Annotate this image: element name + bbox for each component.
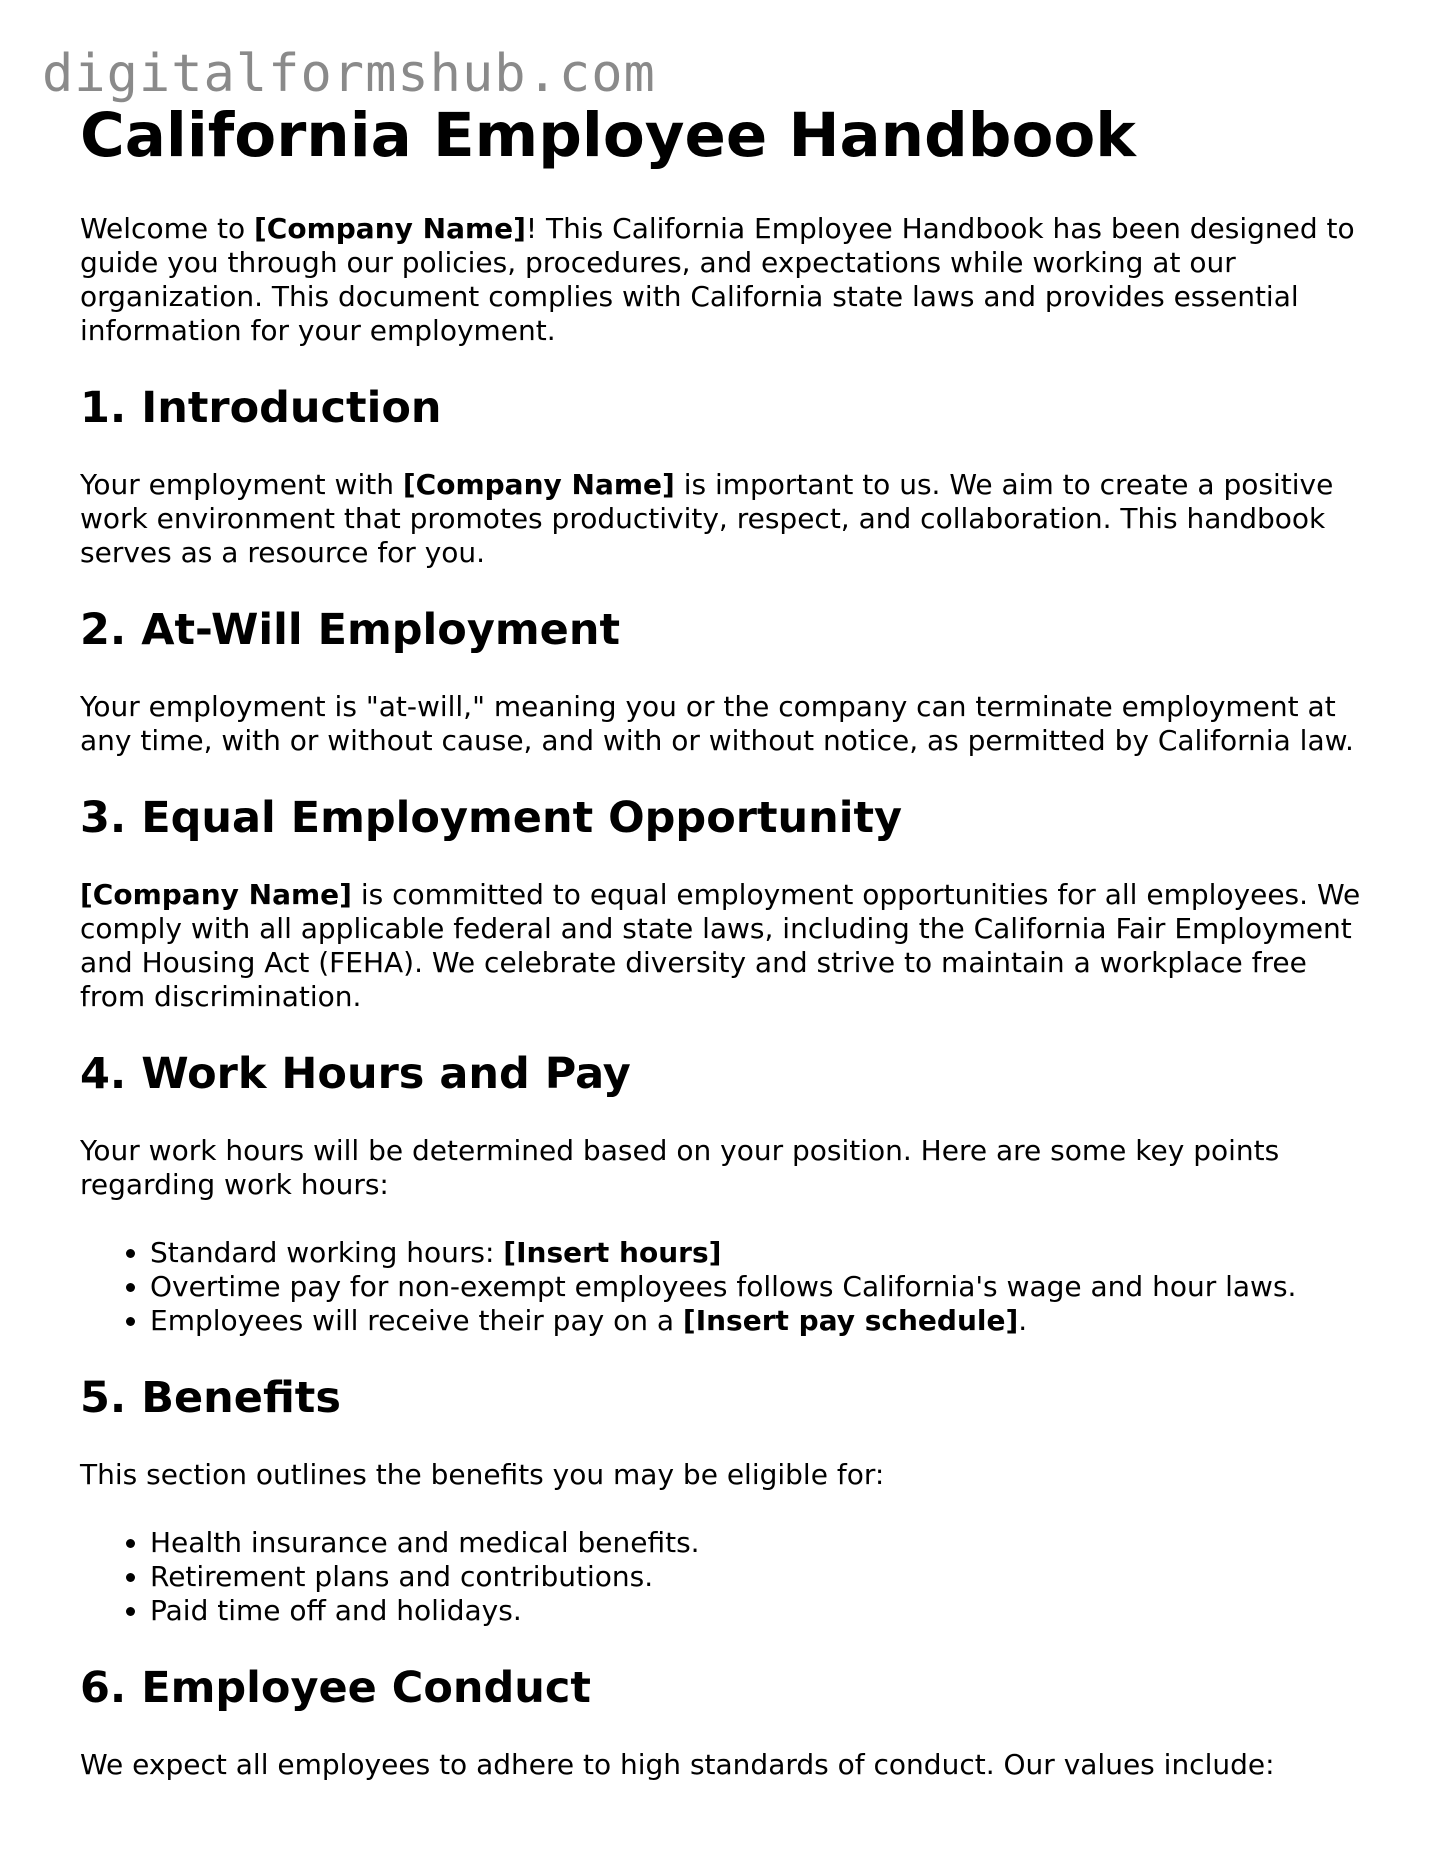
eeo-paragraph [80,878,1380,1014]
intro-text-start: Welcome to [80,212,254,245]
section-heading-conduct: 6. Employee Conduct [80,1663,591,1713]
introduction-text-start: Your employment with [80,468,403,501]
list-item [150,1304,1380,1338]
section-heading-at-will: 2. At-Will Employment [80,605,620,655]
at-will-paragraph: Your employment is "at-will," meaning you or the company can terminate employment at any time, with or without cause, and with or without notice, as permitted by California law. [80,690,1354,757]
list-item: • Health insurance and medical benefits. [150,1526,1380,1560]
list-item-text: Employees will receive their pay on a [150,1304,683,1337]
work-hours-list [80,1236,1380,1338]
pay-schedule-placeholder: [Insert pay schedule] [682,1304,1019,1337]
section-heading-work-hours: 4. Work Hours and Pay [80,1049,631,1099]
hours-placeholder: [Insert hours] [503,1236,722,1269]
list-item: • Paid time off and holidays. [150,1594,1380,1628]
list-item: • Overtime pay for non-exempt employees follows California's wage and hour laws. [150,1270,1380,1304]
intro-paragraph [80,212,1380,348]
document [80,100,1380,1816]
company-name-placeholder: [Company Name] [402,468,675,501]
company-name-placeholder: [Company Name] [80,878,352,911]
section-heading-introduction: 1. Introduction [80,383,442,433]
introduction-paragraph [80,468,1380,570]
list-item-text-end: . [1018,1304,1028,1337]
work-hours-paragraph: Your work hours will be determined based on your position. Here are some key points regarding work hours: [80,1134,1280,1201]
intro-text-end: ! This California Employee Handbook has been designed to guide you through our policies, procedures, and expectations while working at our organization. This document complies with California state laws and provides essential information for your employment. [80,212,1355,347]
benefits-list [80,1526,1380,1628]
list-item: • Retirement plans and contributions. [150,1560,1380,1594]
company-name-placeholder: [Company Name] [254,212,526,245]
section-heading-eeo: 3. Equal Employment Opportunity [80,793,903,843]
benefits-paragraph: This section outlines the benefits you may be eligible for: [80,1458,885,1491]
page-title: California Employee Handbook [80,100,1136,171]
list-item [150,1236,1380,1270]
introduction-text-end: is important to us. We aim to create a positive work environment that promotes productivity, respect, and collaboration. This handbook serves as a resource for you. [80,468,1334,569]
conduct-paragraph: We expect all employees to adhere to high standards of conduct. Our values include: [80,1748,1275,1781]
section-heading-benefits: 5. Benefits [80,1373,341,1423]
list-item-text: Standard working hours: [150,1236,504,1269]
watermark: digitalformshub.com [42,44,656,104]
eeo-text: is committed to equal employment opportunities for all employees. We comply with all applicable federal and state laws, including the California Fair Employment and Housing Act (FEHA). We celebrate diversity and strive to maintain a workplace free from discrimination. [80,878,1361,1013]
